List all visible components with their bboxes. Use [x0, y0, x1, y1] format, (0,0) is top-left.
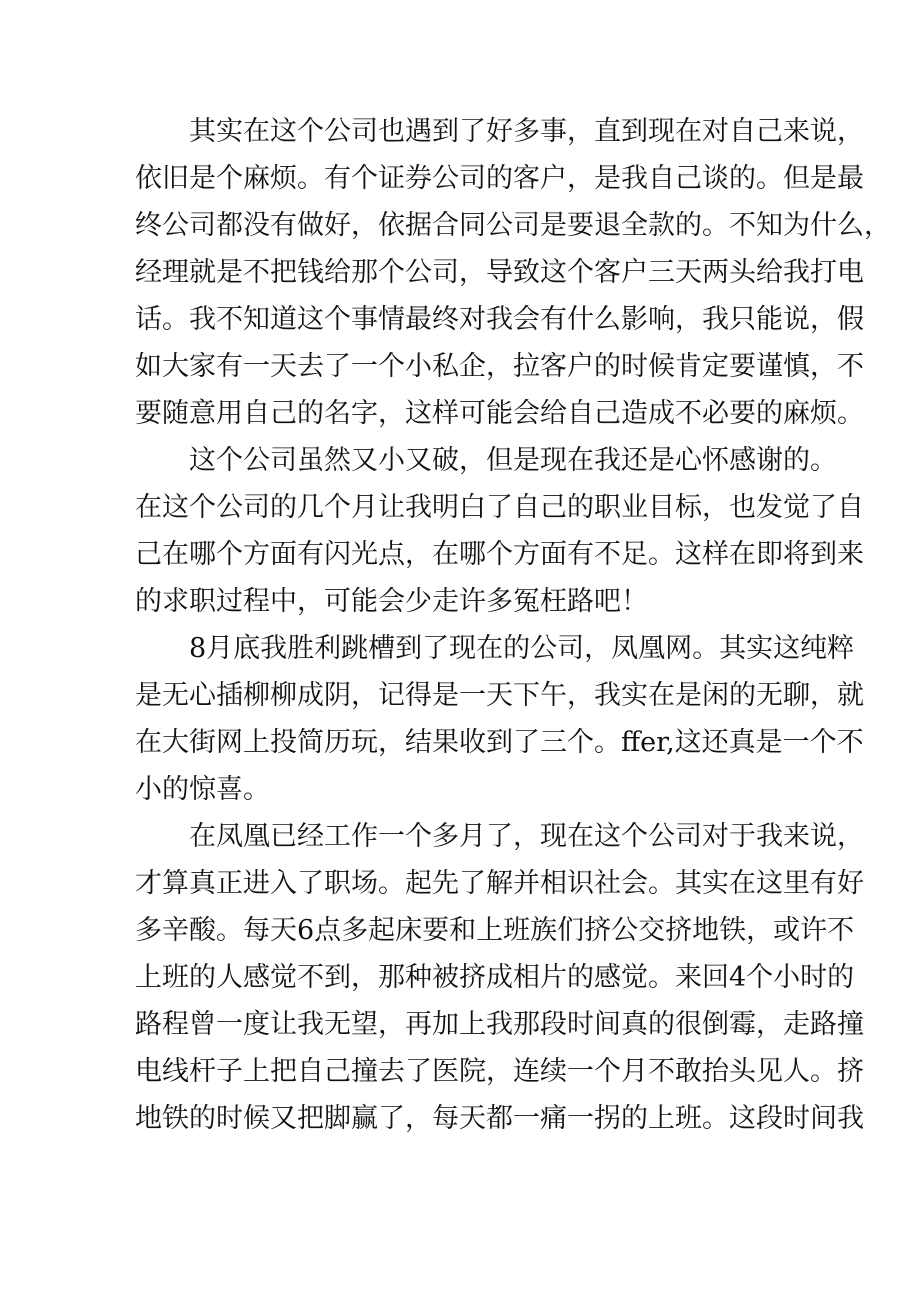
paragraph-4	[135, 813, 864, 1142]
text-line: 经理就是不把钱给那个公司，导致这个客户三天两头给我打电	[135, 257, 864, 288]
text-line: 终公司都没有做好，依据合同公司是要退全款的。不知为什么，	[135, 210, 891, 241]
text-line: 在这个公司的几个月让我明白了自己的职业目标，也发觉了自	[135, 492, 864, 523]
paragraph-2	[135, 437, 864, 625]
text-line: 其实在这个公司也遇到了好多事，直到现在对自己来说，	[189, 116, 864, 147]
paragraph-1	[135, 108, 891, 437]
text-line: 地铁的时候又把脚赢了，每天都一痛一拐的上班。这段时间我	[135, 1103, 864, 1134]
text-line: 路程曾一度让我无望，再加上我那段时间真的很倒霉，走路撞	[135, 1009, 864, 1040]
text-line: 依旧是个麻烦。有个证券公司的客户，是我自己谈的。但是最	[135, 163, 864, 194]
text-line: 己在哪个方面有闪光点，在哪个方面有不足。这样在即将到来	[135, 539, 864, 570]
text-line: 8月底我胜利跳槽到了现在的公司，凤凰网。其实这纯粹	[189, 633, 855, 664]
text-line: 小的惊喜。	[135, 774, 270, 805]
text-line: 是无心插柳柳成阴，记得是一天下午，我实在是闲的无聊，就	[135, 680, 864, 711]
text-line: 才算真正进入了职场。起先了解并相识社会。其实在这里有好	[135, 868, 864, 899]
text-line: 的求职过程中，可能会少走许多冤枉路吧！	[135, 586, 648, 617]
text-line: 上班的人感觉不到，那种被挤成相片的感觉。来回4个小时的	[135, 962, 855, 993]
text-line: 在凤凰已经工作一个多月了，现在这个公司对于我来说，	[189, 821, 864, 852]
text-line: 要随意用自己的名字，这样可能会给自己造成不必要的麻烦。	[135, 398, 864, 429]
text-line: 电线杆子上把自己撞去了医院，连续一个月不敢抬头见人。挤	[135, 1056, 864, 1087]
text-line: 话。我不知道这个事情最终对我会有什么影响，我只能说，假	[135, 304, 864, 335]
document-body	[135, 108, 891, 1142]
text-line: 多辛酸。每天6点多起床要和上班族们挤公交挤地铁，或许不	[135, 915, 855, 946]
paragraph-3	[135, 625, 864, 813]
text-line: 这个公司虽然又小又破，但是现在我还是心怀感谢的。	[189, 445, 837, 476]
text-line: 如大家有一天去了一个小私企，拉客户的时候肯定要谨慎，不	[135, 351, 864, 382]
text-line: 在大街网上投简历玩，结果收到了三个。ffer,这还真是一个不	[135, 727, 864, 758]
